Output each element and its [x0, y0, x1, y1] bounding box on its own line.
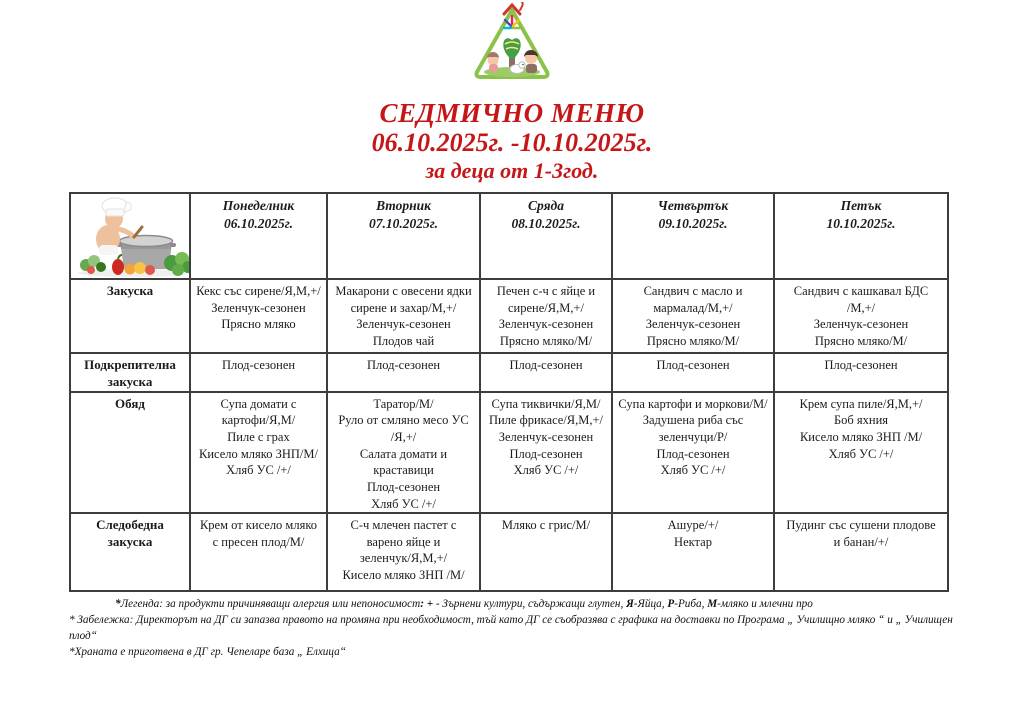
menu-cell: С-ч млечен пастет с варено яйце и зеленчук/Я,М,+/ Кисело мляко ЗНП /М/ — [327, 513, 480, 591]
menu-cell: Плод-сезонен — [327, 353, 480, 392]
menu-cell: Крем от кисело мляко с пресен плод/М/ — [190, 513, 327, 591]
row-label: Подкрепителна закуска — [70, 353, 190, 392]
menu-cell: Кекс със сирене/Я,М,+/ Зеленчук-сезонен Прясно мляко — [190, 279, 327, 353]
weekly-menu-table — [69, 192, 949, 592]
menu-cell: Супа тиквички/Я,М/ Пиле фрикасе/Я,М,+/ Зеленчук-сезонен Плод-сезонен Хляб УС /+/ — [480, 392, 612, 513]
menu-cell: Ашуре/+/ Нектар — [612, 513, 774, 591]
row-label: Обяд — [70, 392, 190, 513]
row-label: Закуска — [70, 279, 190, 353]
day-header: Четвъртък 09.10.2025г. — [612, 193, 774, 279]
menu-cell: Плод-сезонен — [190, 353, 327, 392]
footnote: *Легенда: за продукти причиняващи алергия или непоносимост: + - Зърнени култури, съдържащи глутен, Я-Яйца, Р-Риба, М-мляко и млечни про — [115, 598, 813, 611]
corner-cell — [70, 193, 190, 279]
footnotes — [69, 597, 959, 661]
page-header — [0, 0, 1024, 184]
menu-cell: Плод-сезонен — [612, 353, 774, 392]
day-header: Петък 10.10.2025г. — [774, 193, 948, 279]
footnote: *Храната е приготвена в ДГ гр. Чепеларе база „ Елхица“ — [69, 645, 346, 658]
menu-row — [70, 513, 948, 591]
menu-cell: Сандвич с масло и мармалад/М,+/ Зеленчук-сезонен Прясно мляко/М/ — [612, 279, 774, 353]
menu-cell: Супа картофи и моркови/М/ Задушена риба със зеленчуци/Р/ Плод-сезонен Хляб УС /+/ — [612, 392, 774, 513]
menu-cell: Мляко с грис/М/ — [480, 513, 612, 591]
menu-cell: Печен с-ч с яйце и сирене/Я,М,+/ Зеленчук-сезонен Прясно мляко/М/ — [480, 279, 612, 353]
footnote: * Забележка: Директорът на ДГ си запазва правото на промяна при необходимост, тъй като ДГ се съобразява с графика на доставки по Програма „ Училищно мляко “ и „ Училищен плод“ — [69, 614, 953, 642]
day-header: Понеделник 06.10.2025г. — [190, 193, 327, 279]
subtitle: за деца от 1-3год. — [425, 158, 599, 184]
menu-cell: Супа домати с картофи/Я,М/ Пиле с грах Кисело мляко ЗНП/М/ Хляб УС /+/ — [190, 392, 327, 513]
menu-cell: Пудинг със сушени плодове и банан/+/ — [774, 513, 948, 591]
kindergarten-logo-icon — [469, 2, 555, 82]
table-header-row — [70, 193, 948, 279]
day-header: Вторник 07.10.2025г. — [327, 193, 480, 279]
day-header: Сряда 08.10.2025г. — [480, 193, 612, 279]
menu-table-body — [70, 279, 948, 591]
menu-row — [70, 279, 948, 353]
title-block — [0, 98, 1024, 184]
menu-cell: Плод-сезонен — [774, 353, 948, 392]
baby-chef-image — [74, 197, 190, 278]
menu-cell: Сандвич с кашкавал БДС /М,+/ Зеленчук-сезонен Прясно мляко/М/ — [774, 279, 948, 353]
page-title: СЕДМИЧНО МЕНЮ — [379, 98, 645, 128]
menu-row — [70, 353, 948, 392]
menu-row — [70, 392, 948, 513]
row-label: Следобедна закуска — [70, 513, 190, 591]
menu-cell: Макарони с овесени ядки сирене и захар/М,+/ Зеленчук-сезонен Плодов чай — [327, 279, 480, 353]
date-range: 06.10.2025г. -10.10.2025г. — [371, 128, 653, 158]
menu-cell: Плод-сезонен — [480, 353, 612, 392]
menu-cell: Крем супа пиле/Я,М,+/ Боб яхния Кисело мляко ЗНП /М/ Хляб УС /+/ — [774, 392, 948, 513]
menu-cell: Таратор/М/ Руло от смляно месо УС /Я,+/ Салата домати и краставици Плод-сезонен Хляб УС /+/ — [327, 392, 480, 513]
